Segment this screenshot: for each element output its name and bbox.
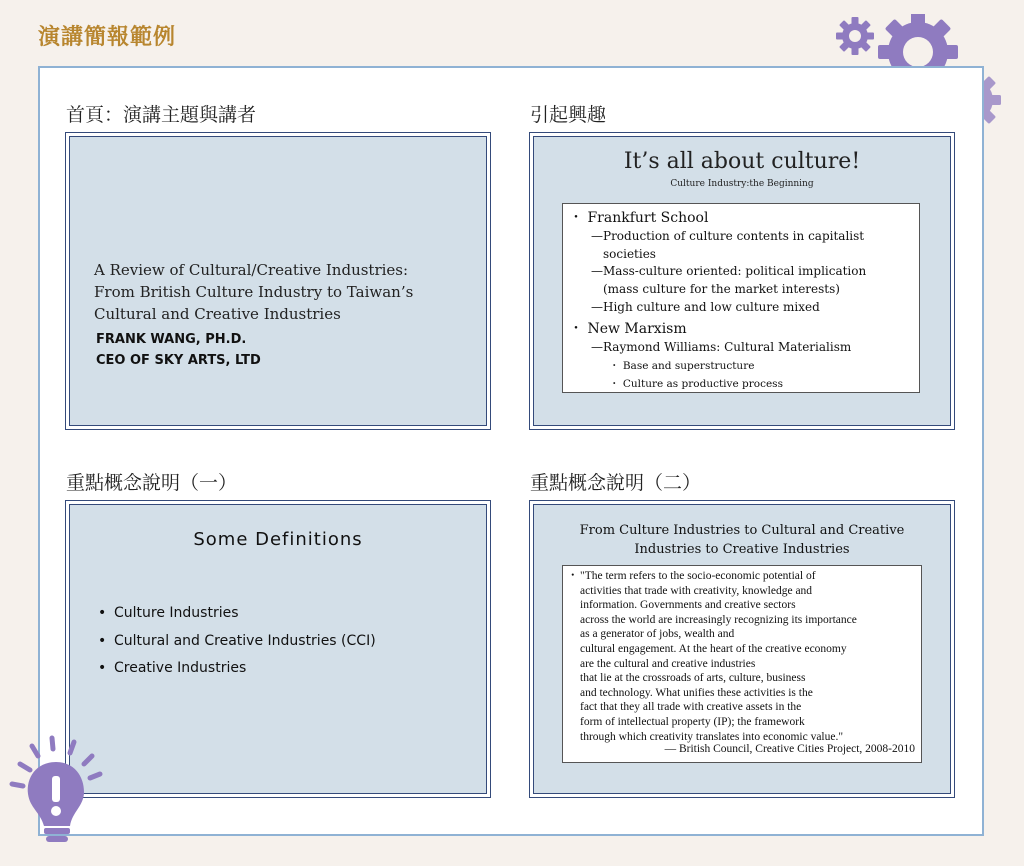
title-line: A Review of Cultural/Creative Industries: [94,261,409,279]
quote-line: "The term refers to the socio-economic potential of [580,570,816,582]
title-line: Cultural and Creative Industries [94,305,341,323]
author-line: FRANK WANG, PH.D. [96,332,247,347]
list-item-label: Culture Industries [114,605,239,621]
bullet-line: ・ New Marxism [569,321,687,337]
slide-definitions[interactable] [65,500,491,798]
page-title: 演講簡報範例 [38,24,177,50]
list-item: • Culture Industries [98,605,239,621]
slide-cover-title [94,259,454,325]
quote-line: through which creativity translates into economic value." [580,730,844,743]
bullet-line: (mass culture for the market interests) [603,282,840,296]
quote-line: that lie at the crossroads of arts, culture, business [580,672,806,685]
bullet-line: —High culture and low culture mixed [591,300,820,314]
bullet-line: ・ Frankfurt School [569,210,709,226]
slide-cover-author [96,329,261,371]
section-title-cover: 首頁：演講主題與講者 [66,104,257,126]
title-line: From British Culture Industry to Taiwan’s [94,283,414,301]
slide-cover[interactable] [65,132,491,430]
quote-box [562,565,922,763]
quote-line: form of intellectual property (IP); the framework [580,715,805,728]
section-title-concept-2: 重點概念說明（二） [530,472,702,494]
lightbulb-icon [6,734,110,846]
quote-citation: — British Council, Creative Cities Project, 2008-2010 [664,743,915,755]
section-title-interest: 引起興趣 [530,104,607,126]
bullet-line: ・ Base and superstructure [609,360,755,372]
quote-line: cultural engagement. At the heart of the creative economy [580,642,847,655]
quote-line: information. Governments and creative sectors [580,599,796,612]
section-title-concept-1: 重點概念說明（一） [66,472,238,494]
slide-interest-heading: It’s all about culture! [623,149,861,174]
quote-text [580,569,857,744]
slide-interest-subheading: Culture Industry:the Beginning [670,179,814,189]
quote-line: are the cultural and creative industries [580,657,756,670]
slide-creative-heading [530,521,954,559]
bullet-line: —Production of culture contents in capitalist [591,229,865,243]
bullet-line: —Raymond Williams: Cultural Materialism [591,340,852,354]
bullet-line: ・ Culture as productive process [609,378,783,390]
author-line: CEO OF SKY ARTS, LTD [96,353,261,368]
list-item: • Cultural and Creative Industries (CCI) [98,632,376,649]
slide-interest-content [562,203,920,393]
quote-line: fact that they all trade with creative assets in the [580,701,802,714]
content-frame [38,66,984,836]
list-item-label: Cultural and Creative Industries (CCI) [114,632,376,649]
bullet-line: societies [603,247,656,261]
quote-line: activities that trade with creativity, knowledge and [580,584,813,597]
quote-bullet: ・ [567,570,579,582]
heading-line: From Culture Industries to Cultural and Creative [579,523,905,538]
bullet-line: —Mass-culture oriented: political implication [591,264,867,278]
slide-definitions-heading: Some Definitions [193,529,363,550]
list-item-label: Creative Industries [114,660,247,676]
quote-line: as a generator of jobs, wealth and [580,628,735,641]
quote-line: across the world are increasingly recognizing its importance [580,613,857,626]
heading-line: Industries to Creative Industries [634,542,850,557]
quote-line: and technology. What unifies these activities is the [580,686,813,699]
slide-interest[interactable] [529,132,955,430]
definitions-list [98,605,376,688]
list-item: • Creative Industries [98,660,247,676]
slide-creative-industries[interactable] [529,500,955,798]
